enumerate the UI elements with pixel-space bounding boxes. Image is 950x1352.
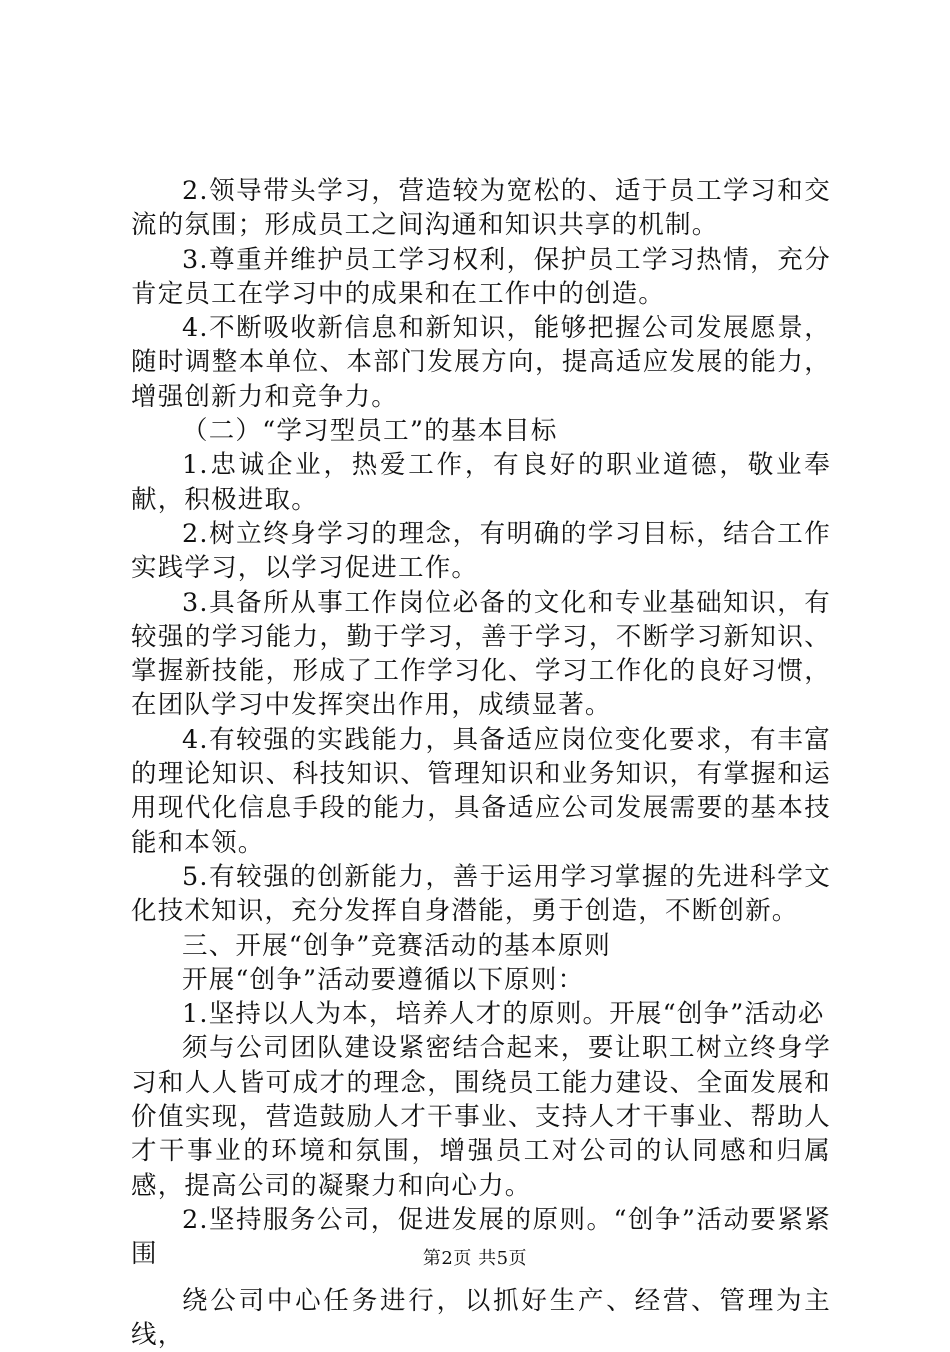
goal-item-1: 1.忠诚企业，热爱工作，有良好的职业道德，敬业奉献，积极进取。 [131,448,831,517]
principle-item-1-body: 须与公司团队建设紧密结合起来，要让职工树立终身学习和人人皆可成才的理念，围绕员工能力建设、全面发展和价值实现，营造鼓励人才干事业、支持人才干事业、帮助人才干事业的环境和氛围，增强员工对公司的认同感和归属感，提高公司的凝聚力和向心力。 [131,1031,831,1202]
paragraph-item-3: 3.尊重并维护员工学习权利，保护员工学习热情，充分肯定员工在学习中的成果和在工作中的创造。 [131,243,831,312]
goal-item-5: 5.有较强的创新能力，善于运用学习掌握的先进科学文化技术知识，充分发挥自身潜能，勇于创造，不断创新。 [131,860,831,929]
principle-item-2-body: 绕公司中心任务进行，以抓好生产、经营、管理为主线， [131,1284,831,1352]
goal-item-2: 2.树立终身学习的理念，有明确的学习目标，结合工作实践学习，以学习促进工作。 [131,517,831,586]
section-heading-learning-employee: （二）“学习型员工”的基本目标 [131,414,831,448]
page-number-footer: 第2页 共5页 [0,1244,950,1270]
goal-item-3: 3.具备所从事工作岗位必备的文化和专业基础知识，有较强的学习能力，勤于学习，善于学习，不断学习新知识、掌握新技能，形成了工作学习化、学习工作化的良好习惯，在团队学习中发挥突出作用，成绩显著。 [131,586,831,723]
goal-item-4: 4.有较强的实践能力，具备适应岗位变化要求，有丰富的理论知识、科技知识、管理知识和业务知识，有掌握和运用现代化信息手段的能力，具备适应公司发展需要的基本技能和本领。 [131,723,831,860]
principle-item-2-start: 2.坚持服务公司，促进发展的原则。“创争”活动要紧紧围 [131,1203,831,1272]
document-body [131,174,831,1352]
section-heading-principles: 三、开展“创争”竞赛活动的基本原则 [131,929,831,963]
principle-item-1-start: 1.坚持以人为本，培养人才的原则。开展“创争”活动必 [131,997,831,1031]
principles-intro: 开展“创争”活动要遵循以下原则： [131,963,831,997]
paragraph-item-4: 4.不断吸收新信息和新知识，能够把握公司发展愿景，随时调整本单位、本部门发展方向，提高适应发展的能力，增强创新力和竞争力。 [131,311,831,414]
paragraph-item-2: 2.领导带头学习，营造较为宽松的、适于员工学习和交流的氛围；形成员工之间沟通和知识共享的机制。 [131,174,831,243]
